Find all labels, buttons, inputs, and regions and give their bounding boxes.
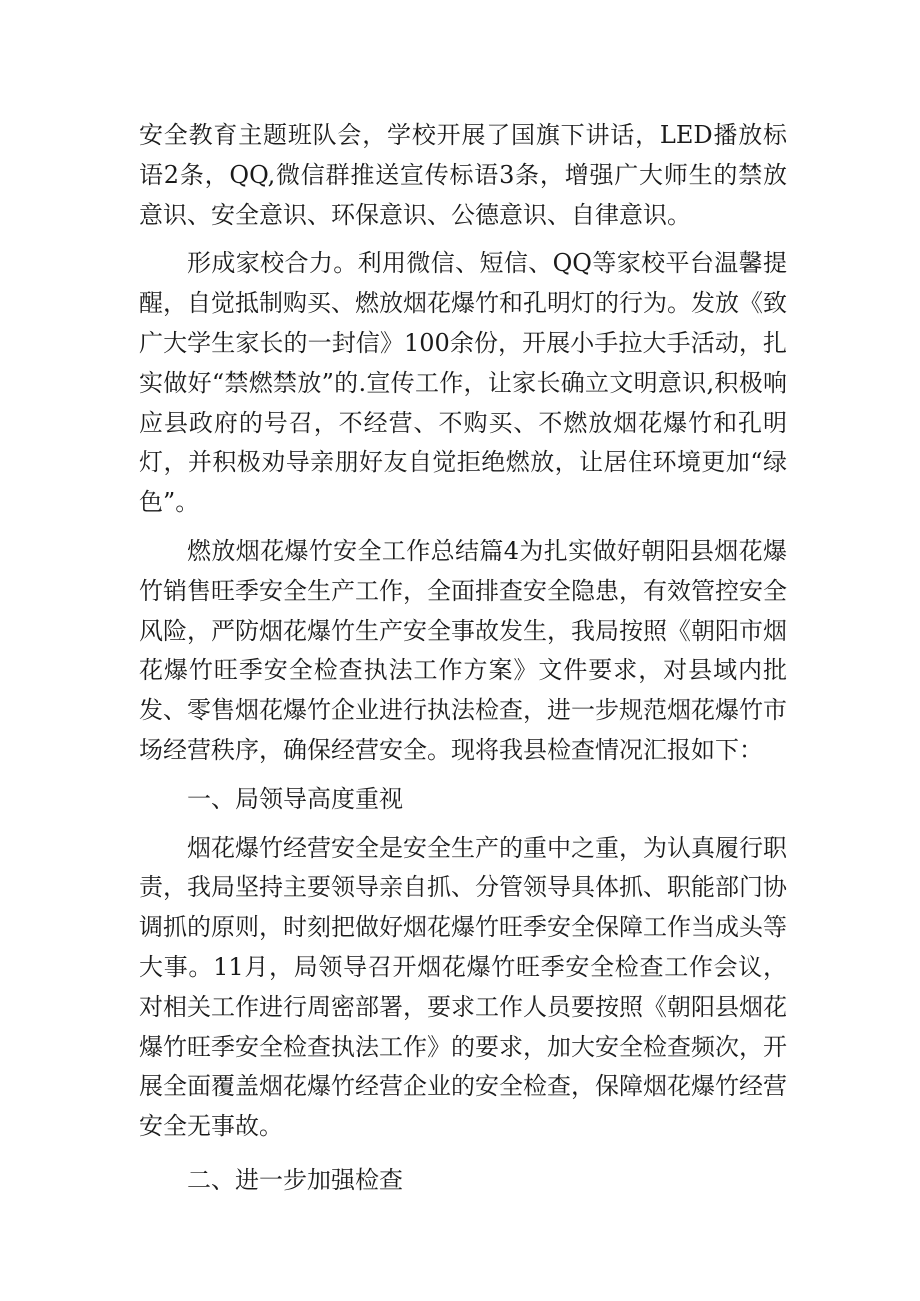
paragraph-summary-intro: 燃放烟花爆竹安全工作总结篇4为扎实做好朝阳县烟花爆竹销售旺季安全生产工作，全面排查安全隐患，有效管控安全风险，严防烟花爆竹生产安全事故发生，我局按照《朝阳市烟花爆竹旺季安全检查执法工作方案》文件要求，对县域内批发、零售烟花爆竹企业进行执法检查，进一步规范烟花爆竹市场经营秩序，确保经营安全。现将我县检查情况汇报如下： — [139, 536, 787, 764]
document-page — [139, 116, 787, 1210]
section-heading-1: 一、局领导高度重视 — [187, 784, 403, 813]
paragraph-leadership: 烟花爆竹经营安全是安全生产的重中之重，为认真履行职责，我局坚持主要领导亲自抓、分管领导具体抓、职能部门协调抓的原则，时刻把做好烟花爆竹旺季安全保障工作当成头等大事。11月，局领导召开烟花爆竹旺季安全检查工作会议，对相关工作进行周密部署，要求工作人员要按照《朝阳县烟花爆竹旺季安全检查执法工作》的要求，加大安全检查频次，开展全面覆盖烟花爆竹经营企业的安全检查，保障烟花爆竹经营安全无事故。 — [139, 833, 787, 1141]
paragraph-continuation: 安全教育主题班队会，学校开展了国旗下讲话，LED播放标语2条，QQ,微信群推送宣传标语3条，增强广大师生的禁放意识、安全意识、环保意识、公德意识、自律意识。 — [139, 121, 787, 229]
section-heading-2: 二、进一步加强检查 — [187, 1165, 403, 1194]
paragraph-home-school: 形成家校合力。利用微信、短信、QQ等家校平台温馨提醒，自觉抵制购买、燃放烟花爆竹和孔明灯的行为。发放《致广大学生家长的一封信》100余份，开展小手拉大手活动，扎实做好“禁燃禁放”的.宣传工作，让家长确立文明意识,积极响应县政府的号召，不经营、不购买、不燃放烟花爆竹和孔明灯，并积极劝导亲朋好友自觉拒绝燃放，让居住环境更加“绿色”。 — [139, 249, 787, 517]
